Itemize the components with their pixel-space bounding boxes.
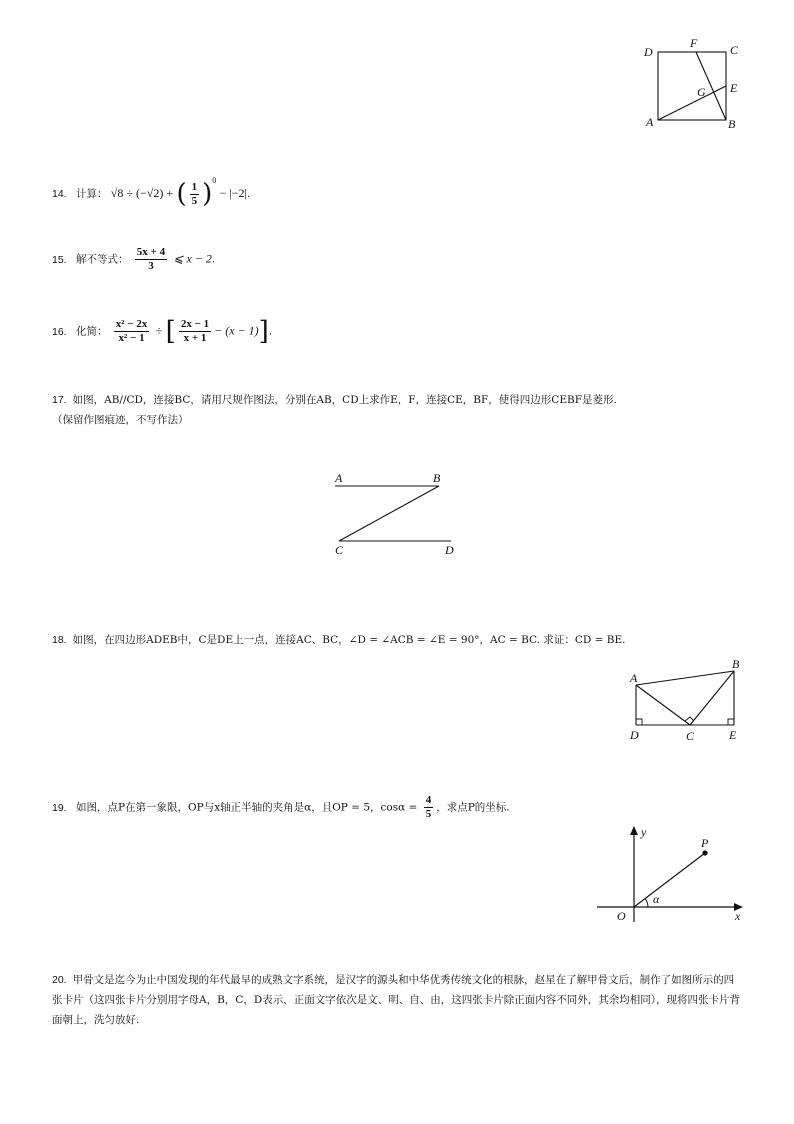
question-number: 15. [52, 253, 67, 266]
label-a: A [335, 471, 343, 485]
fraction-numerator: 1 [191, 180, 198, 193]
paren-left: ( [176, 179, 187, 209]
label-b: B [728, 117, 736, 131]
fraction [179, 318, 211, 345]
expression-part: − |−2| [219, 186, 247, 200]
label-a: A [646, 115, 654, 129]
label-b: B [433, 471, 441, 485]
fraction [190, 181, 200, 208]
expression-part: − (x − 1) [214, 323, 259, 338]
square-outline [658, 52, 726, 120]
segment-op [634, 853, 705, 907]
parallel-lines-figure [325, 468, 465, 558]
period: . [268, 325, 273, 338]
fraction-denominator: 5 [425, 808, 432, 820]
label-d: D [445, 543, 454, 557]
question-number: 18. [52, 634, 67, 646]
right-angle-e [728, 719, 734, 725]
fraction-denominator: x² − 1 [118, 332, 145, 344]
label-b: B [732, 657, 740, 671]
bracket-right: ] [258, 316, 269, 347]
question-19 [52, 794, 510, 821]
paren-right: ) [202, 179, 213, 209]
question-number: 16. [52, 325, 67, 338]
question-number: 17. [52, 394, 67, 406]
label-p: P [701, 836, 709, 850]
question-prompt: 计算： [75, 188, 108, 200]
question-prompt: 化简： [75, 325, 108, 338]
label-e: E [730, 81, 738, 95]
question-text: 如图，AB//CD，连接BC，请用尺规作图法，分别在AB，CD上求作E，F，连接CE，BF，使得四边形CEBF是菱形. [72, 394, 617, 406]
period: . [211, 253, 216, 266]
question-text: 如图，点P在第一象限，OP与x轴正半轴的夹角是α，且OP = 5，cosα = [75, 801, 418, 814]
expression-part: √8 ÷ (−√2) + [110, 186, 174, 200]
label-c: C [730, 43, 739, 57]
period: . [246, 188, 251, 200]
question-prompt: 解不等式： [75, 253, 129, 266]
label-alpha: α [653, 892, 660, 906]
question-15 [52, 246, 215, 273]
exponent: 0 [212, 176, 217, 185]
quadrilateral-figure [625, 655, 745, 747]
fraction-denominator: 5 [191, 194, 198, 207]
fraction-denominator: x + 1 [183, 332, 207, 344]
fraction-numerator: 4 [425, 794, 432, 806]
right-angle-d [636, 719, 642, 725]
question-14 [52, 172, 250, 208]
label-f: F [690, 36, 698, 50]
question-17-line-2: （保留作图痕迹，不写作法） [52, 414, 189, 426]
question-number: 20. [52, 974, 67, 986]
question-20 [52, 970, 744, 1030]
question-17-line-1 [52, 390, 744, 410]
fraction-numerator: 5x + 4 [136, 246, 166, 258]
label-d: D [644, 45, 653, 59]
label-y: y [641, 825, 647, 839]
angle-arc [645, 899, 648, 908]
right-angle-c [685, 717, 694, 721]
question-number: 19. [52, 801, 67, 814]
fraction-denominator: 3 [148, 260, 154, 272]
coordinate-figure [595, 822, 755, 926]
bracket-left: [ [165, 316, 176, 347]
segment-bc [339, 486, 439, 541]
question-text: 如图，在四边形ADEB中，C是DE上一点，连接AC、BC，∠D = ∠ACB = ∠E = 90°，AC = BC. 求证：CD = BE. [72, 634, 626, 646]
label-c: C [335, 543, 344, 557]
label-x: x [735, 909, 741, 923]
question-16 [52, 318, 272, 345]
label-d: D [630, 728, 639, 742]
label-e: E [729, 728, 737, 742]
segment-ae [658, 86, 726, 120]
question-18 [52, 630, 744, 650]
segment-ab [636, 671, 734, 685]
question-number: 14. [52, 188, 67, 200]
question-text: 甲骨文是迄今为止中国发现的年代最早的成熟文字系统，是汉字的源头和中华优秀传统文化的根脉，赵星在了解甲骨文后，制作了如图所示的四张卡片（这四张卡片分别用字母A，B，C，D表示，正面文字依次是文、明、自、由，这四张卡片除正面内容不同外，其余均相同），现将四张卡片背面朝上，洗匀放好. [52, 974, 740, 1026]
label-c: C [686, 729, 695, 743]
fraction [135, 246, 167, 273]
y-axis-arrow [630, 826, 638, 835]
label-o: O [617, 909, 626, 923]
question-17 [52, 390, 744, 430]
label-g: G [697, 85, 706, 99]
fraction [114, 318, 150, 345]
segment-bc [690, 671, 734, 725]
square-figure [640, 36, 750, 132]
fraction [424, 794, 434, 821]
segment-ac [636, 685, 690, 725]
label-a: A [630, 671, 638, 685]
fraction-numerator: x² − 2x [115, 318, 148, 330]
fraction-numerator: 2x − 1 [180, 318, 210, 330]
operator: ÷ [155, 323, 163, 338]
point-p [702, 850, 707, 855]
expression-part: ⩽ x − 2 [173, 251, 212, 266]
question-text: ，求点P的坐标. [436, 801, 510, 814]
